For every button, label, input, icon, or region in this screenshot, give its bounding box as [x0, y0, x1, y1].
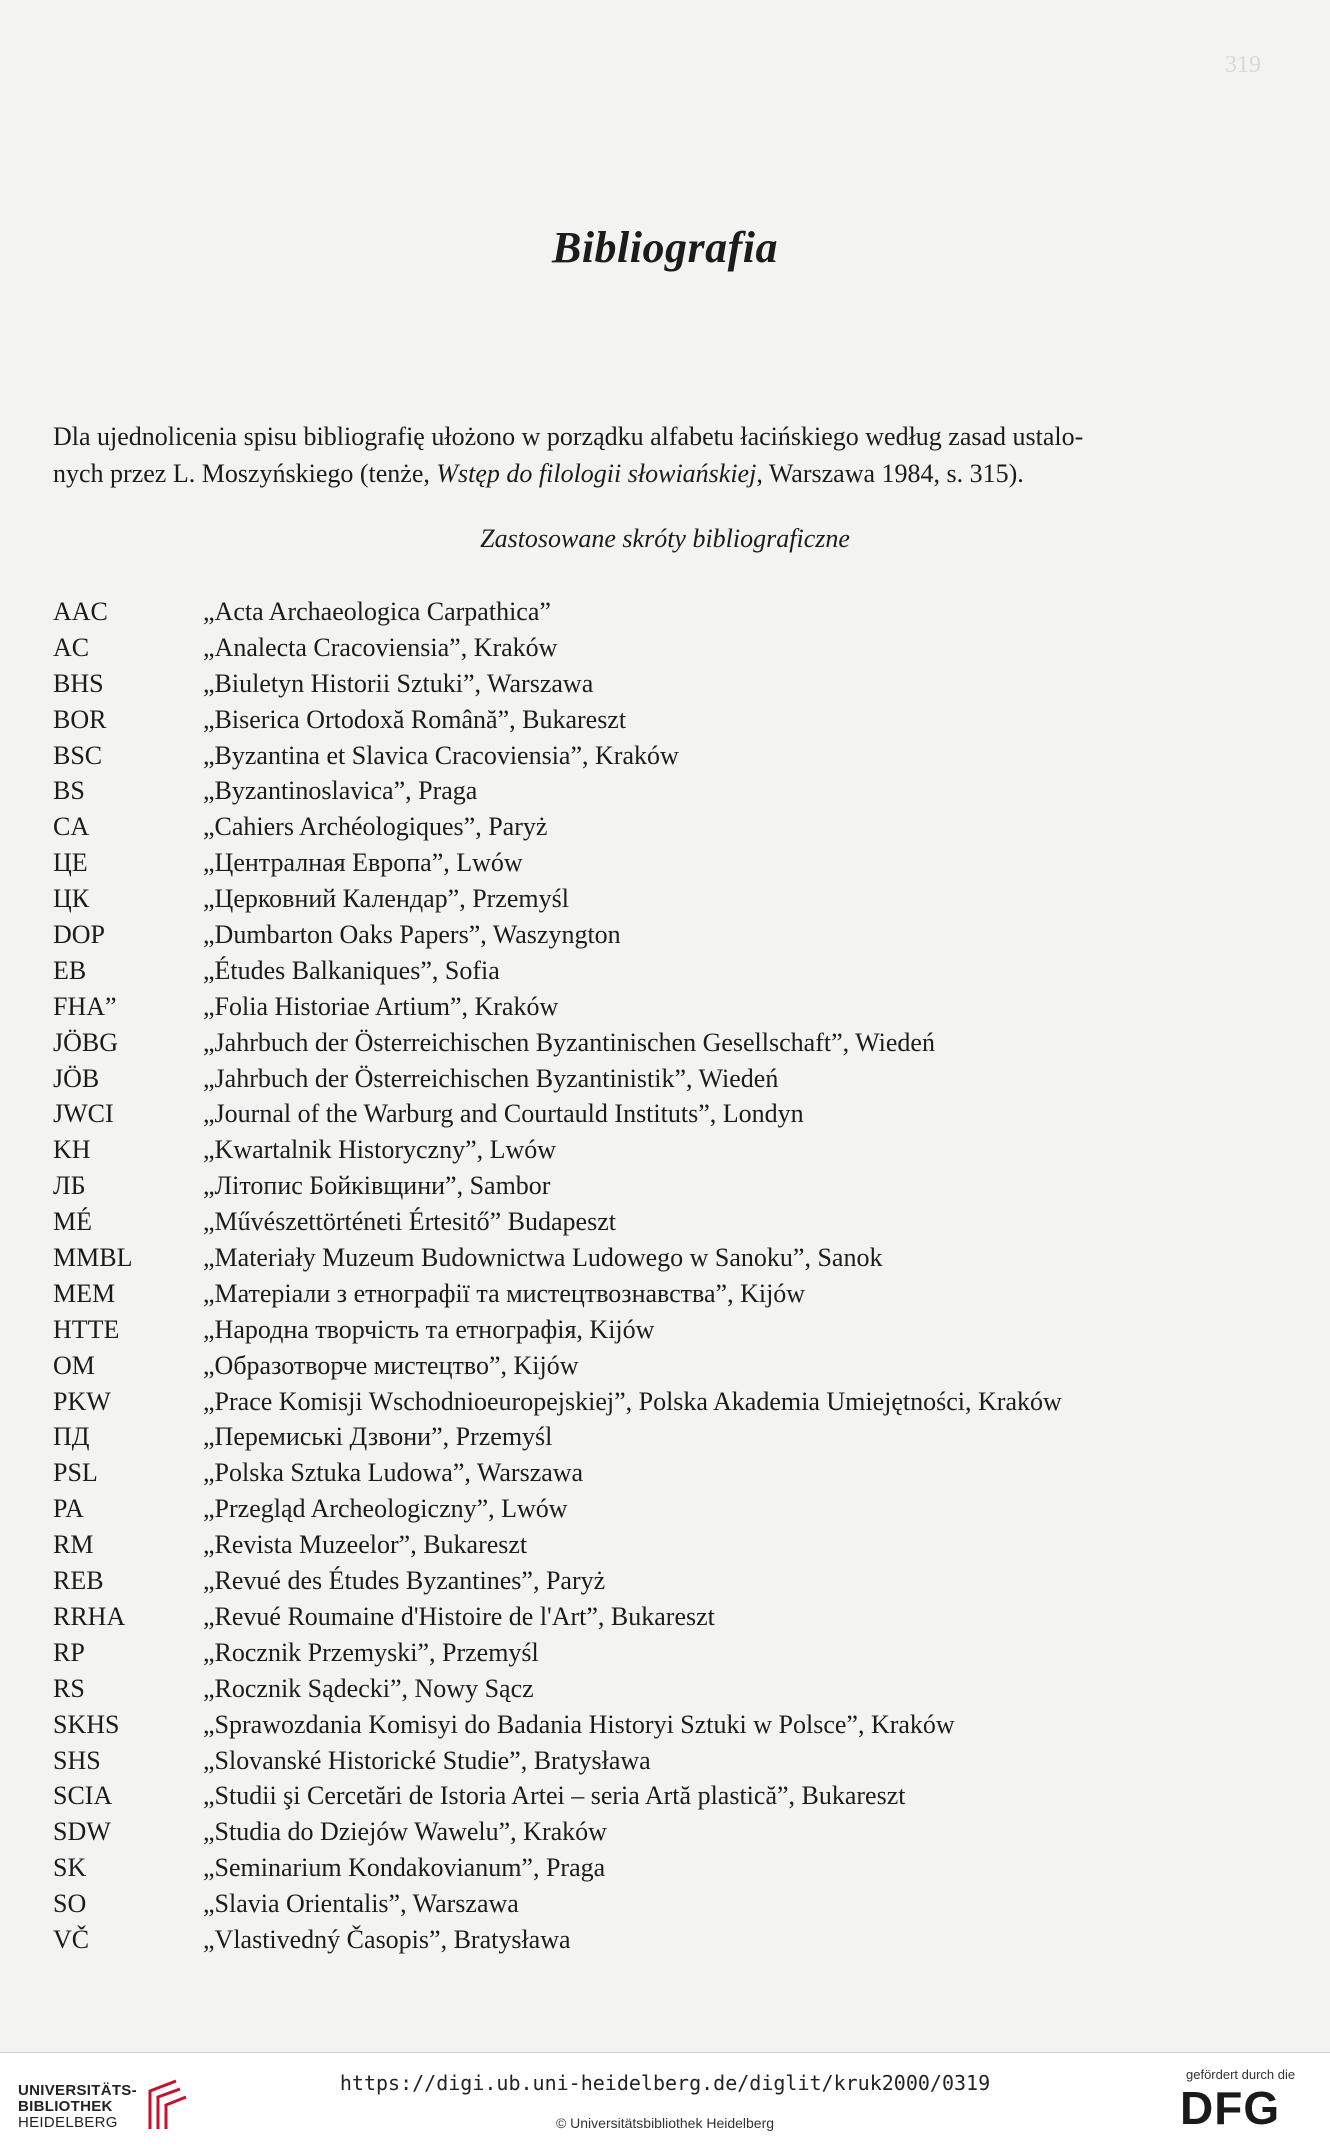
list-item: [53, 1384, 1303, 1420]
list-item: [53, 953, 1303, 989]
entry-abbreviation: SHS: [53, 1745, 101, 1775]
entry-title: „Sprawozdania Komisyi do Badania Historyi Sztuki w Polsce”, Kraków: [203, 1709, 955, 1739]
page-number-bleed: 319: [1225, 52, 1261, 78]
entry-abbreviation: DOP: [53, 920, 106, 950]
entry-abbreviation: JÖBG: [53, 1027, 119, 1057]
entry-title: „Централная Европа”, Lwów: [203, 848, 523, 878]
section-subtitle: Zastosowane skróty bibliograficzne: [480, 524, 850, 553]
list-item: [53, 1276, 1303, 1312]
intro-line-2-end: , Warszawa 1984, s. 315).: [756, 459, 1024, 488]
entry-title: „Prace Komisji Wschodnioeuropejskiej”, Polska Akademia Umiejętności, Kraków: [203, 1386, 1062, 1416]
list-item: [53, 917, 1303, 953]
entry-title: „Slovanské Historické Studie”, Bratysława: [203, 1745, 651, 1775]
list-item: [53, 1419, 1303, 1455]
entry-title: „Літопис Бойківщини”, Sambor: [203, 1171, 551, 1201]
entry-title: „Studia do Dziejów Wawelu”, Kraków: [203, 1817, 607, 1847]
entry-abbreviation: MMBL: [53, 1243, 133, 1273]
intro-line-1: Dla ujednolicenia spisu bibliografię ułożono w porządku alfabetu łacińskiego według zasad ustalo-: [53, 422, 1084, 451]
list-item: [53, 1096, 1303, 1132]
list-item: [53, 881, 1303, 917]
entry-abbreviation: RS: [53, 1673, 85, 1703]
entry-title: „Revué Roumaine d'Histoire de l'Art”, Bukareszt: [203, 1601, 715, 1631]
entry-abbreviation: PKW: [53, 1386, 111, 1416]
entry-abbreviation: EB: [53, 955, 87, 985]
entry-title: „Journal of the Warburg and Courtauld Instituts”, Londyn: [203, 1099, 804, 1129]
entry-abbreviation: ПД: [53, 1422, 90, 1452]
entry-abbreviation: PSL: [53, 1458, 98, 1488]
entry-title: „Dumbarton Oaks Papers”, Waszyngton: [203, 920, 621, 950]
list-item: [53, 773, 1303, 809]
entry-abbreviation: JWCI: [53, 1099, 114, 1129]
entry-abbreviation: SDW: [53, 1817, 111, 1847]
entry-title: „Studii şi Cercetări de Istoria Artei – seria Artă plastică”, Bukareszt: [203, 1781, 906, 1811]
list-item: [53, 1850, 1303, 1886]
entry-title: „Revué des Études Byzantines”, Paryż: [203, 1566, 606, 1596]
list-item: [53, 809, 1303, 845]
entry-title: „Acta Archaeologica Carpathica”: [203, 597, 551, 626]
entry-abbreviation: BS: [53, 776, 85, 806]
entry-abbreviation: CA: [53, 812, 90, 842]
list-item: [53, 1168, 1303, 1204]
entry-abbreviation: RRHA: [53, 1601, 126, 1631]
entry-abbreviation: SCIA: [53, 1781, 113, 1811]
entry-abbreviation: SO: [53, 1889, 87, 1919]
list-item: [53, 1491, 1303, 1527]
list-item: [53, 702, 1303, 738]
page-title: Bibliografia: [551, 223, 779, 272]
list-item: [53, 1635, 1303, 1671]
dfg-funding[interactable]: [1180, 2067, 1320, 2132]
entry-title: „Przegląd Archeologiczny”, Lwów: [203, 1494, 568, 1524]
list-item: [53, 1455, 1303, 1491]
entry-title: „Slavia Orientalis”, Warszawa: [203, 1889, 519, 1919]
entry-title: „Народна творчість та етнографія, Kijów: [203, 1314, 655, 1344]
list-item: [53, 738, 1303, 774]
library-name-line-1: UNIVERSITÄTS-: [18, 2082, 137, 2099]
entry-abbreviation: REB: [53, 1566, 104, 1596]
permalink-url[interactable]: https://digi.ub.uni-heidelberg.de/diglit/kruk2000/0319: [339, 2071, 991, 2095]
library-name-line-3: HEIDELBERG: [18, 2114, 118, 2131]
dfg-caption: gefördert durch die: [1186, 2067, 1296, 2082]
entry-abbreviation: MEM: [53, 1278, 116, 1308]
entry-title: „Polska Sztuka Ludowa”, Warszawa: [203, 1458, 584, 1488]
entry-title: „Образотворче мистецтво”, Kijów: [203, 1350, 579, 1380]
entry-title: „Revista Muzeelor”, Bukareszt: [203, 1530, 528, 1560]
list-item: [53, 1132, 1303, 1168]
entry-abbreviation: AAC: [53, 597, 108, 626]
list-item: [53, 845, 1303, 881]
entry-title: „Folia Historiae Artium”, Kraków: [203, 991, 559, 1021]
entry-title: „Études Balkaniques”, Sofia: [203, 955, 500, 985]
entry-title: „Jahrbuch der Österreichischen Byzantinistik”, Wiedeń: [203, 1063, 779, 1093]
entry-title: „Jahrbuch der Österreichischen Byzantinischen Gesellschaft”, Wiedeń: [203, 1027, 935, 1057]
copyright-notice: © Universitätsbibliothek Heidelberg: [555, 2115, 775, 2131]
list-item: [53, 630, 1303, 666]
entry-abbreviation: AC: [53, 632, 90, 662]
entry-abbreviation: OM: [53, 1350, 95, 1380]
list-item: [53, 989, 1303, 1025]
entry-title: „Byzantinoslavica”, Praga: [203, 776, 478, 806]
list-item: [53, 1025, 1303, 1061]
entry-title: „Materiały Muzeum Budownictwa Ludowego w Sanoku”, Sanok: [203, 1243, 883, 1273]
list-item: [53, 1312, 1303, 1348]
entry-title: „Rocznik Sądecki”, Nowy Sącz: [203, 1673, 534, 1703]
entry-title: „Vlastivedný Časopis”, Bratysława: [203, 1924, 571, 1954]
list-item: [53, 1240, 1303, 1276]
entry-title: „Biserica Ortodoxă Română”, Bukareszt: [203, 704, 627, 734]
abbreviation-list: [53, 594, 1303, 1958]
entry-abbreviation: ЛБ: [53, 1171, 86, 1201]
entry-title: „Перемиськi Дзвони”, Przemyśl: [203, 1422, 553, 1452]
list-item: [53, 1348, 1303, 1384]
list-item: [53, 1527, 1303, 1563]
intro-line-2-start: nych przez L. Moszyńskiego (tenże,: [53, 459, 437, 488]
list-item: [53, 1599, 1303, 1635]
entry-abbreviation: SKHS: [53, 1709, 120, 1739]
library-name-line-2: BIBLIOTHEK: [18, 2098, 113, 2115]
entry-abbreviation: VČ: [53, 1924, 90, 1954]
entry-abbreviation: KH: [53, 1135, 91, 1165]
entry-title: „Cahiers Archéologiques”, Paryż: [203, 812, 548, 842]
entry-title: „Rocznik Przemyski”, Przemyśl: [203, 1637, 539, 1667]
list-item: [53, 1922, 1303, 1958]
entry-abbreviation: BOR: [53, 704, 107, 734]
list-item: [53, 1671, 1303, 1707]
entry-title: „Analecta Cracoviensia”, Kraków: [203, 632, 558, 662]
list-item: [53, 1778, 1303, 1814]
entry-title: „Byzantina et Slavica Cracoviensia”, Kraków: [203, 740, 679, 770]
entry-title: „Seminarium Kondakovianum”, Praga: [203, 1853, 606, 1883]
entry-title: „Матеріали з етнографії та мистецтвознавства”, Kijów: [203, 1278, 806, 1308]
entry-abbreviation: RM: [53, 1530, 94, 1560]
entry-abbreviation: RP: [53, 1637, 85, 1667]
entry-title: „Церковний Календар”, Przemyśl: [203, 884, 569, 914]
dfg-logo: DFG: [1180, 2082, 1281, 2134]
intro-book-title: Wstęp do filologii słowiańskiej: [436, 459, 757, 488]
list-item: [53, 594, 1303, 630]
entry-abbreviation: НТТЕ: [53, 1314, 120, 1344]
entry-abbreviation: MÉ: [53, 1207, 92, 1237]
list-item: [53, 666, 1303, 702]
list-item: [53, 1707, 1303, 1743]
list-item: [53, 1563, 1303, 1599]
entry-abbreviation: FHA”: [53, 991, 117, 1021]
list-item: [53, 1886, 1303, 1922]
list-item: [53, 1204, 1303, 1240]
entry-abbreviation: ЦЕ: [53, 848, 88, 878]
list-item: [53, 1743, 1303, 1779]
footer-bar: [0, 2052, 1330, 2150]
entry-title: „Művészettörténeti Értesitő” Budapeszt: [203, 1207, 616, 1237]
entry-abbreviation: JÖB: [53, 1063, 100, 1093]
entry-abbreviation: PA: [53, 1494, 84, 1524]
list-item: [53, 1814, 1303, 1850]
entry-abbreviation: BHS: [53, 668, 104, 698]
intro-line-2: [53, 455, 1278, 492]
list-item: [53, 1061, 1303, 1097]
entry-abbreviation: SK: [53, 1853, 87, 1883]
entry-abbreviation: ЦК: [53, 884, 90, 914]
entry-title: „Biuletyn Historii Sztuki”, Warszawa: [203, 668, 594, 698]
entry-abbreviation: BSC: [53, 740, 103, 770]
intro-paragraph: [53, 418, 1278, 492]
entry-title: „Kwartalnik Historyczny”, Lwów: [203, 1135, 557, 1165]
